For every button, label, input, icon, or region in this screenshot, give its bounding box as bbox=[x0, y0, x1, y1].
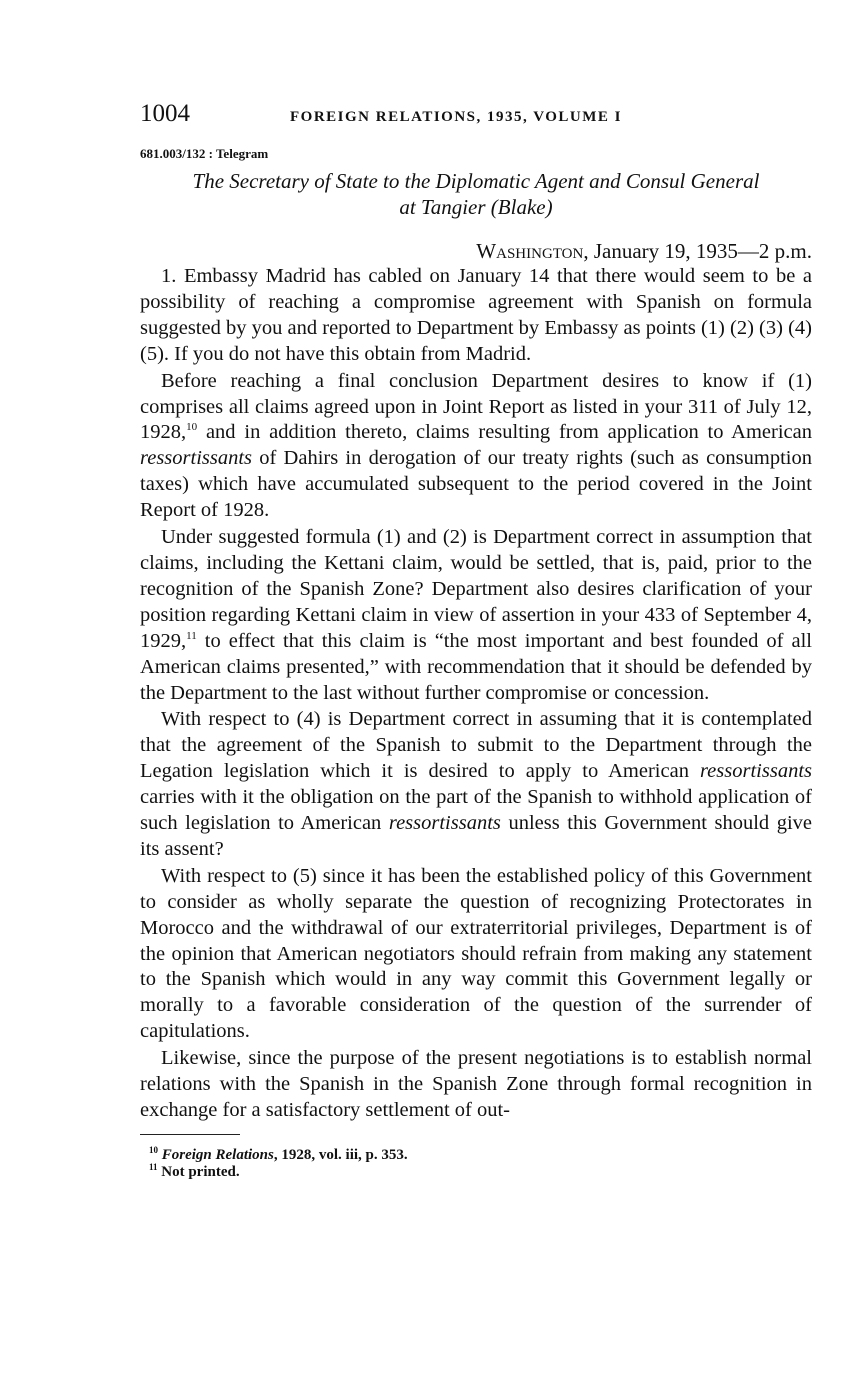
footnote-source-title: Foreign Relations bbox=[161, 1146, 274, 1163]
footnote-text: , 1928, vol. iii, p. 353. bbox=[273, 1146, 408, 1163]
paragraph-2-part-c: of Dahirs in derogation of our treaty rights (such as consumption taxes) which have accumulated subsequent to the period covered in the Joint Report of 1928. bbox=[140, 447, 812, 522]
italic-term: ressortissants bbox=[140, 447, 253, 470]
dateline-place: Washington bbox=[476, 239, 584, 263]
paragraph-2-part-a: Before reaching a final conclusion Department desires to know if (1) comprises all claims agreed upon in Joint Report as listed in your 311 of July 12, 1928, bbox=[140, 369, 812, 444]
document-page bbox=[140, 100, 812, 1181]
running-title: FOREIGN RELATIONS, 1935, VOLUME I bbox=[290, 109, 623, 125]
dateline bbox=[140, 238, 812, 264]
paragraph-6: Likewise, since the purpose of the present negotiations is to establish normal relations with the Spanish in the Spanish Zone through formal recognition in exchange for a satisfactory settlement of out- bbox=[140, 1047, 812, 1121]
telegram-body bbox=[140, 264, 812, 1124]
paragraph-3-part-a: Under suggested formula (1) and (2) is Department correct in assumption that claims, including the Kettani claim, would be settled, that is, paid, prior to the recognition of the Spanish Zone? Department also desires clarification of your position regarding Kettani claim in view of assertion in your 433 of September 4, 1929, bbox=[140, 526, 812, 652]
paragraph-2 bbox=[140, 369, 812, 524]
footnotes bbox=[140, 1144, 812, 1181]
page-number: 1004 bbox=[140, 100, 190, 127]
document-title-line-2: at Tangier (Blake) bbox=[399, 195, 553, 219]
footnote-mark: 10 bbox=[149, 1144, 158, 1155]
paragraph-5: With respect to (5) since it has been the established policy of this Government to consider as wholly separate the question of recognizing Protectorates in Morocco and the withdrawal of our extraterritorial privileges, Department is of the opinion that American negotiators should refrain from making any statement to the Spanish which would in any way commit this Government legally or morally to a favorable consideration of the question of the surrender of capitulations. bbox=[140, 864, 812, 1043]
dateline-date: , January 19, 1935—2 p.m. bbox=[583, 239, 812, 263]
footnote-mark: 11 bbox=[149, 1161, 158, 1172]
paragraph-3-part-b: to effect that this claim is “the most important and best founded of all American claims presented,” with recommendation that it should be defended by the Department to the last without further compromise or concession. bbox=[140, 629, 812, 704]
paragraph-4 bbox=[140, 707, 812, 862]
paragraph-4-part-a: With respect to (4) is Department correct in assuming that it is contemplated that the agreement of the Spanish to submit to the Department through the Legation legislation which it is desired to apply to American bbox=[140, 708, 812, 783]
paragraph-4-part-c: unless this Government should give its assent? bbox=[140, 812, 812, 860]
footnote-text: Not printed. bbox=[161, 1163, 240, 1180]
footnote-10 bbox=[149, 1144, 812, 1164]
paragraph-1: 1. Embassy Madrid has cabled on January 14 that there would seem to be a possibility of reaching a compromise agreement with Spanish on formula suggested by you and reported to Department by Embassy as points (1) (2) (3) (4) (5). If you do not have this obtain from Madrid. bbox=[140, 265, 812, 365]
footnote-ref-10: 10 bbox=[186, 421, 198, 434]
footnote-11 bbox=[149, 1161, 812, 1181]
paragraph-4-part-b: carries with it the obligation on the part of the Spanish to withhold application of such legislation to American bbox=[140, 786, 812, 835]
paragraph-3 bbox=[140, 525, 812, 706]
italic-term: ressortissants bbox=[388, 812, 501, 835]
running-header bbox=[140, 100, 812, 140]
paragraph-2-part-b: and in addition thereto, claims resulting from application to American bbox=[197, 421, 812, 444]
document-title bbox=[140, 168, 812, 220]
footnote-ref-11: 11 bbox=[186, 629, 197, 642]
italic-term: ressortissants bbox=[699, 760, 812, 783]
file-reference: 681.003/132 : Telegram bbox=[140, 146, 269, 161]
footnote-divider bbox=[140, 1134, 240, 1135]
document-title-line-1: The Secretary of State to the Diplomatic Agent and Consul General bbox=[192, 169, 760, 193]
